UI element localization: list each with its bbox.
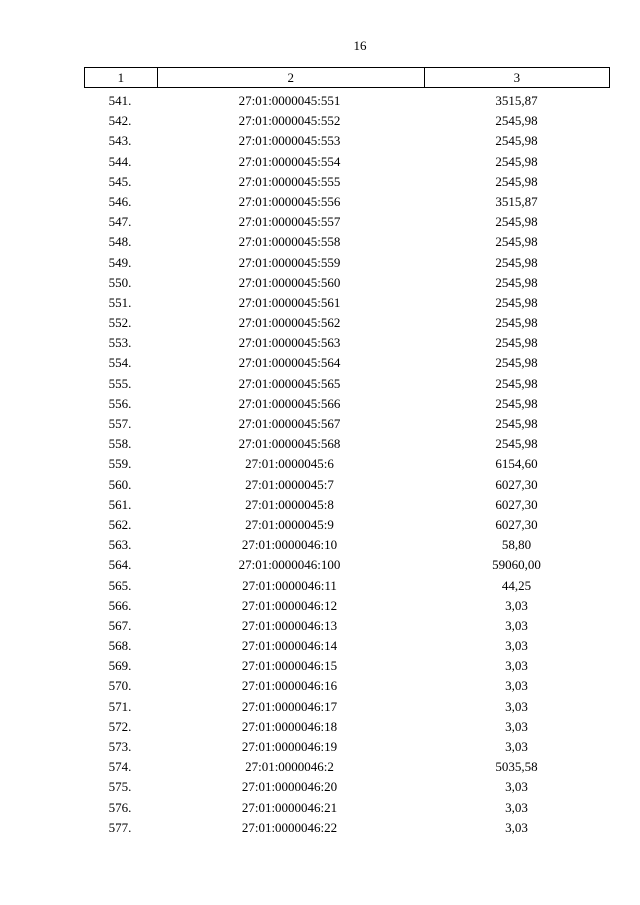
table-row <box>84 576 610 596</box>
header-col-1: 1 <box>85 68 158 88</box>
cadastral-number: 27:01:0000045:557 <box>238 214 341 230</box>
cadastral-number: 27:01:0000046:10 <box>241 537 338 553</box>
value-cell: 3,03 <box>505 617 528 633</box>
cadastral-number: 27:01:0000046:2 <box>245 759 334 775</box>
row-number: 542. <box>108 113 132 129</box>
table-row <box>84 818 610 838</box>
row-number: 543. <box>108 133 132 149</box>
row-number: 548. <box>108 234 132 250</box>
table-row <box>84 636 610 656</box>
cadastral-number: 27:01:0000046:14 <box>241 638 338 654</box>
row-number: 557. <box>108 416 132 431</box>
table-row <box>84 475 610 495</box>
value-cell: 3,03 <box>505 718 528 734</box>
row-number: 547. <box>108 214 132 230</box>
row-number: 560. <box>108 476 132 492</box>
table-row <box>84 273 610 293</box>
table-row <box>84 454 610 474</box>
table-row <box>84 555 610 575</box>
table-row <box>84 777 610 797</box>
table-row <box>84 91 610 111</box>
cadastral-number: 27:01:0000045:7 <box>245 476 334 492</box>
value-cell: 3,03 <box>505 597 528 613</box>
row-number: 577. <box>108 819 132 835</box>
row-number: 553. <box>108 335 132 351</box>
table-row <box>84 596 610 616</box>
header-col-3: 3 <box>424 68 609 88</box>
table-row <box>84 374 610 394</box>
value-cell: 44,25 <box>501 577 532 593</box>
row-number: 552. <box>108 315 132 331</box>
header-row <box>85 68 610 88</box>
cadastral-number: 27:01:0000045:6 <box>245 456 334 472</box>
row-number: 575. <box>108 779 132 795</box>
table-row <box>84 253 610 273</box>
cadastral-number: 27:01:0000046:18 <box>241 718 338 734</box>
cadastral-number: 27:01:0000046:21 <box>241 799 338 815</box>
value-cell: 3515,87 <box>495 93 538 108</box>
cadastral-number: 27:01:0000045:553 <box>238 133 341 149</box>
value-cell: 3,03 <box>505 799 528 815</box>
value-cell: 3,03 <box>505 698 528 714</box>
table-row <box>84 676 610 696</box>
value-cell: 2545,98 <box>495 355 538 371</box>
cadastral-number: 27:01:0000046:16 <box>241 678 338 694</box>
value-cell: 2545,98 <box>495 274 538 290</box>
cadastral-number: 27:01:0000045:561 <box>238 294 341 310</box>
cadastral-number: 27:01:0000045:551 <box>238 93 341 108</box>
header-col-2: 2 <box>157 68 424 88</box>
page-number: 16 <box>353 38 367 53</box>
value-cell: 2545,98 <box>495 416 538 431</box>
cadastral-number: 27:01:0000046:19 <box>241 739 338 754</box>
cadastral-number: 27:01:0000045:568 <box>238 436 341 452</box>
row-number: 546. <box>108 193 132 209</box>
value-cell: 2545,98 <box>495 294 538 310</box>
cadastral-number: 27:01:0000045:556 <box>238 193 341 209</box>
table-row <box>84 515 610 535</box>
cadastral-number: 27:01:0000045:564 <box>238 355 341 371</box>
value-cell: 6027,30 <box>495 496 538 512</box>
cadastral-number: 27:01:0000045:555 <box>238 173 341 189</box>
row-number: 576. <box>108 799 132 815</box>
value-cell: 2545,98 <box>495 113 538 129</box>
value-cell: 2545,98 <box>495 173 538 189</box>
table-row <box>84 192 610 212</box>
table-row <box>84 212 610 232</box>
cadastral-number: 27:01:0000046:12 <box>241 597 338 613</box>
cadastral-number: 27:01:0000045:566 <box>238 395 341 411</box>
cadastral-number: 27:01:0000045:8 <box>245 496 334 512</box>
row-number: 568. <box>108 638 132 654</box>
value-cell: 3,03 <box>505 638 528 654</box>
row-number: 549. <box>108 254 132 270</box>
row-number: 571. <box>108 698 132 714</box>
row-number: 559. <box>108 456 132 472</box>
row-number: 569. <box>108 658 132 674</box>
table-row <box>84 293 610 313</box>
table-row <box>84 495 610 515</box>
value-cell: 2545,98 <box>495 436 538 452</box>
row-number: 565. <box>108 577 132 593</box>
cadastral-number: 27:01:0000045:552 <box>238 113 341 129</box>
table-row <box>84 152 610 172</box>
row-number: 562. <box>108 516 132 532</box>
table-row <box>84 313 610 333</box>
table-row <box>84 353 610 373</box>
cadastral-number: 27:01:0000046:100 <box>238 557 341 573</box>
value-cell: 2545,98 <box>495 234 538 250</box>
table-row <box>84 131 610 151</box>
table-row <box>84 111 610 131</box>
table-row <box>84 172 610 192</box>
row-number: 551. <box>108 294 132 310</box>
cadastral-number: 27:01:0000045:554 <box>238 153 341 169</box>
row-number: 545. <box>108 173 132 189</box>
value-cell: 6154,60 <box>495 456 538 472</box>
value-cell: 3515,87 <box>495 193 538 209</box>
table-row <box>84 232 610 252</box>
cadastral-number: 27:01:0000046:22 <box>241 819 338 835</box>
table-header <box>84 67 610 88</box>
cadastral-number: 27:01:0000045:562 <box>238 315 341 331</box>
value-cell: 2545,98 <box>495 214 538 230</box>
table-row <box>84 434 610 454</box>
table-row <box>84 717 610 737</box>
row-number: 563. <box>108 537 132 553</box>
value-cell: 2545,98 <box>495 375 538 391</box>
cadastral-number: 27:01:0000045:567 <box>238 416 341 431</box>
table-row <box>84 697 610 717</box>
row-number: 566. <box>108 597 132 613</box>
cadastral-number: 27:01:0000046:17 <box>241 698 338 714</box>
cadastral-number: 27:01:0000046:13 <box>241 617 338 633</box>
table-row <box>84 737 610 757</box>
cadastral-number: 27:01:0000045:563 <box>238 335 341 351</box>
table-row <box>84 333 610 353</box>
cadastral-number: 27:01:0000046:11 <box>242 577 337 593</box>
table-row <box>84 414 610 434</box>
value-cell: 3,03 <box>505 739 528 754</box>
row-number: 555. <box>108 375 132 391</box>
table-row <box>84 535 610 555</box>
value-cell: 3,03 <box>505 678 528 694</box>
row-number: 567. <box>108 617 132 633</box>
row-number: 572. <box>108 718 132 734</box>
value-cell: 6027,30 <box>495 476 538 492</box>
cadastral-number: 27:01:0000045:560 <box>238 274 341 290</box>
row-number: 556. <box>108 395 132 411</box>
value-cell: 3,03 <box>505 779 528 795</box>
table-row <box>84 616 610 636</box>
row-number: 544. <box>108 153 132 169</box>
row-number: 570. <box>108 678 132 694</box>
row-number: 554. <box>108 355 132 371</box>
table-row <box>84 656 610 676</box>
row-number: 541. <box>108 93 132 108</box>
value-cell: 2545,98 <box>495 153 538 169</box>
row-number: 550. <box>108 274 132 290</box>
cadastral-number: 27:01:0000045:9 <box>245 516 334 532</box>
table-row <box>84 757 610 777</box>
cadastral-number: 27:01:0000045:559 <box>238 254 341 270</box>
value-cell: 2545,98 <box>495 335 538 351</box>
row-number: 561. <box>108 496 132 512</box>
cadastral-number: 27:01:0000046:15 <box>241 658 338 674</box>
cadastral-number: 27:01:0000045:565 <box>238 375 341 391</box>
value-cell: 2545,98 <box>495 254 538 270</box>
value-cell: 3,03 <box>505 658 528 674</box>
value-cell: 3,03 <box>505 819 528 835</box>
table-body <box>84 91 610 838</box>
value-cell: 5035,58 <box>495 759 538 775</box>
value-cell: 2545,98 <box>495 315 538 331</box>
table-row <box>84 394 610 414</box>
row-number: 558. <box>108 436 132 452</box>
cadastral-number: 27:01:0000046:20 <box>241 779 338 795</box>
value-cell: 58,80 <box>501 537 532 553</box>
value-cell: 2545,98 <box>495 395 538 411</box>
row-number: 574. <box>108 759 132 775</box>
cadastral-number: 27:01:0000045:558 <box>238 234 341 250</box>
row-number: 573. <box>108 739 132 754</box>
value-cell: 6027,30 <box>495 516 538 532</box>
table-row <box>84 798 610 818</box>
row-number: 564. <box>108 557 132 573</box>
value-cell: 2545,98 <box>495 133 538 149</box>
value-cell: 59060,00 <box>492 557 541 573</box>
